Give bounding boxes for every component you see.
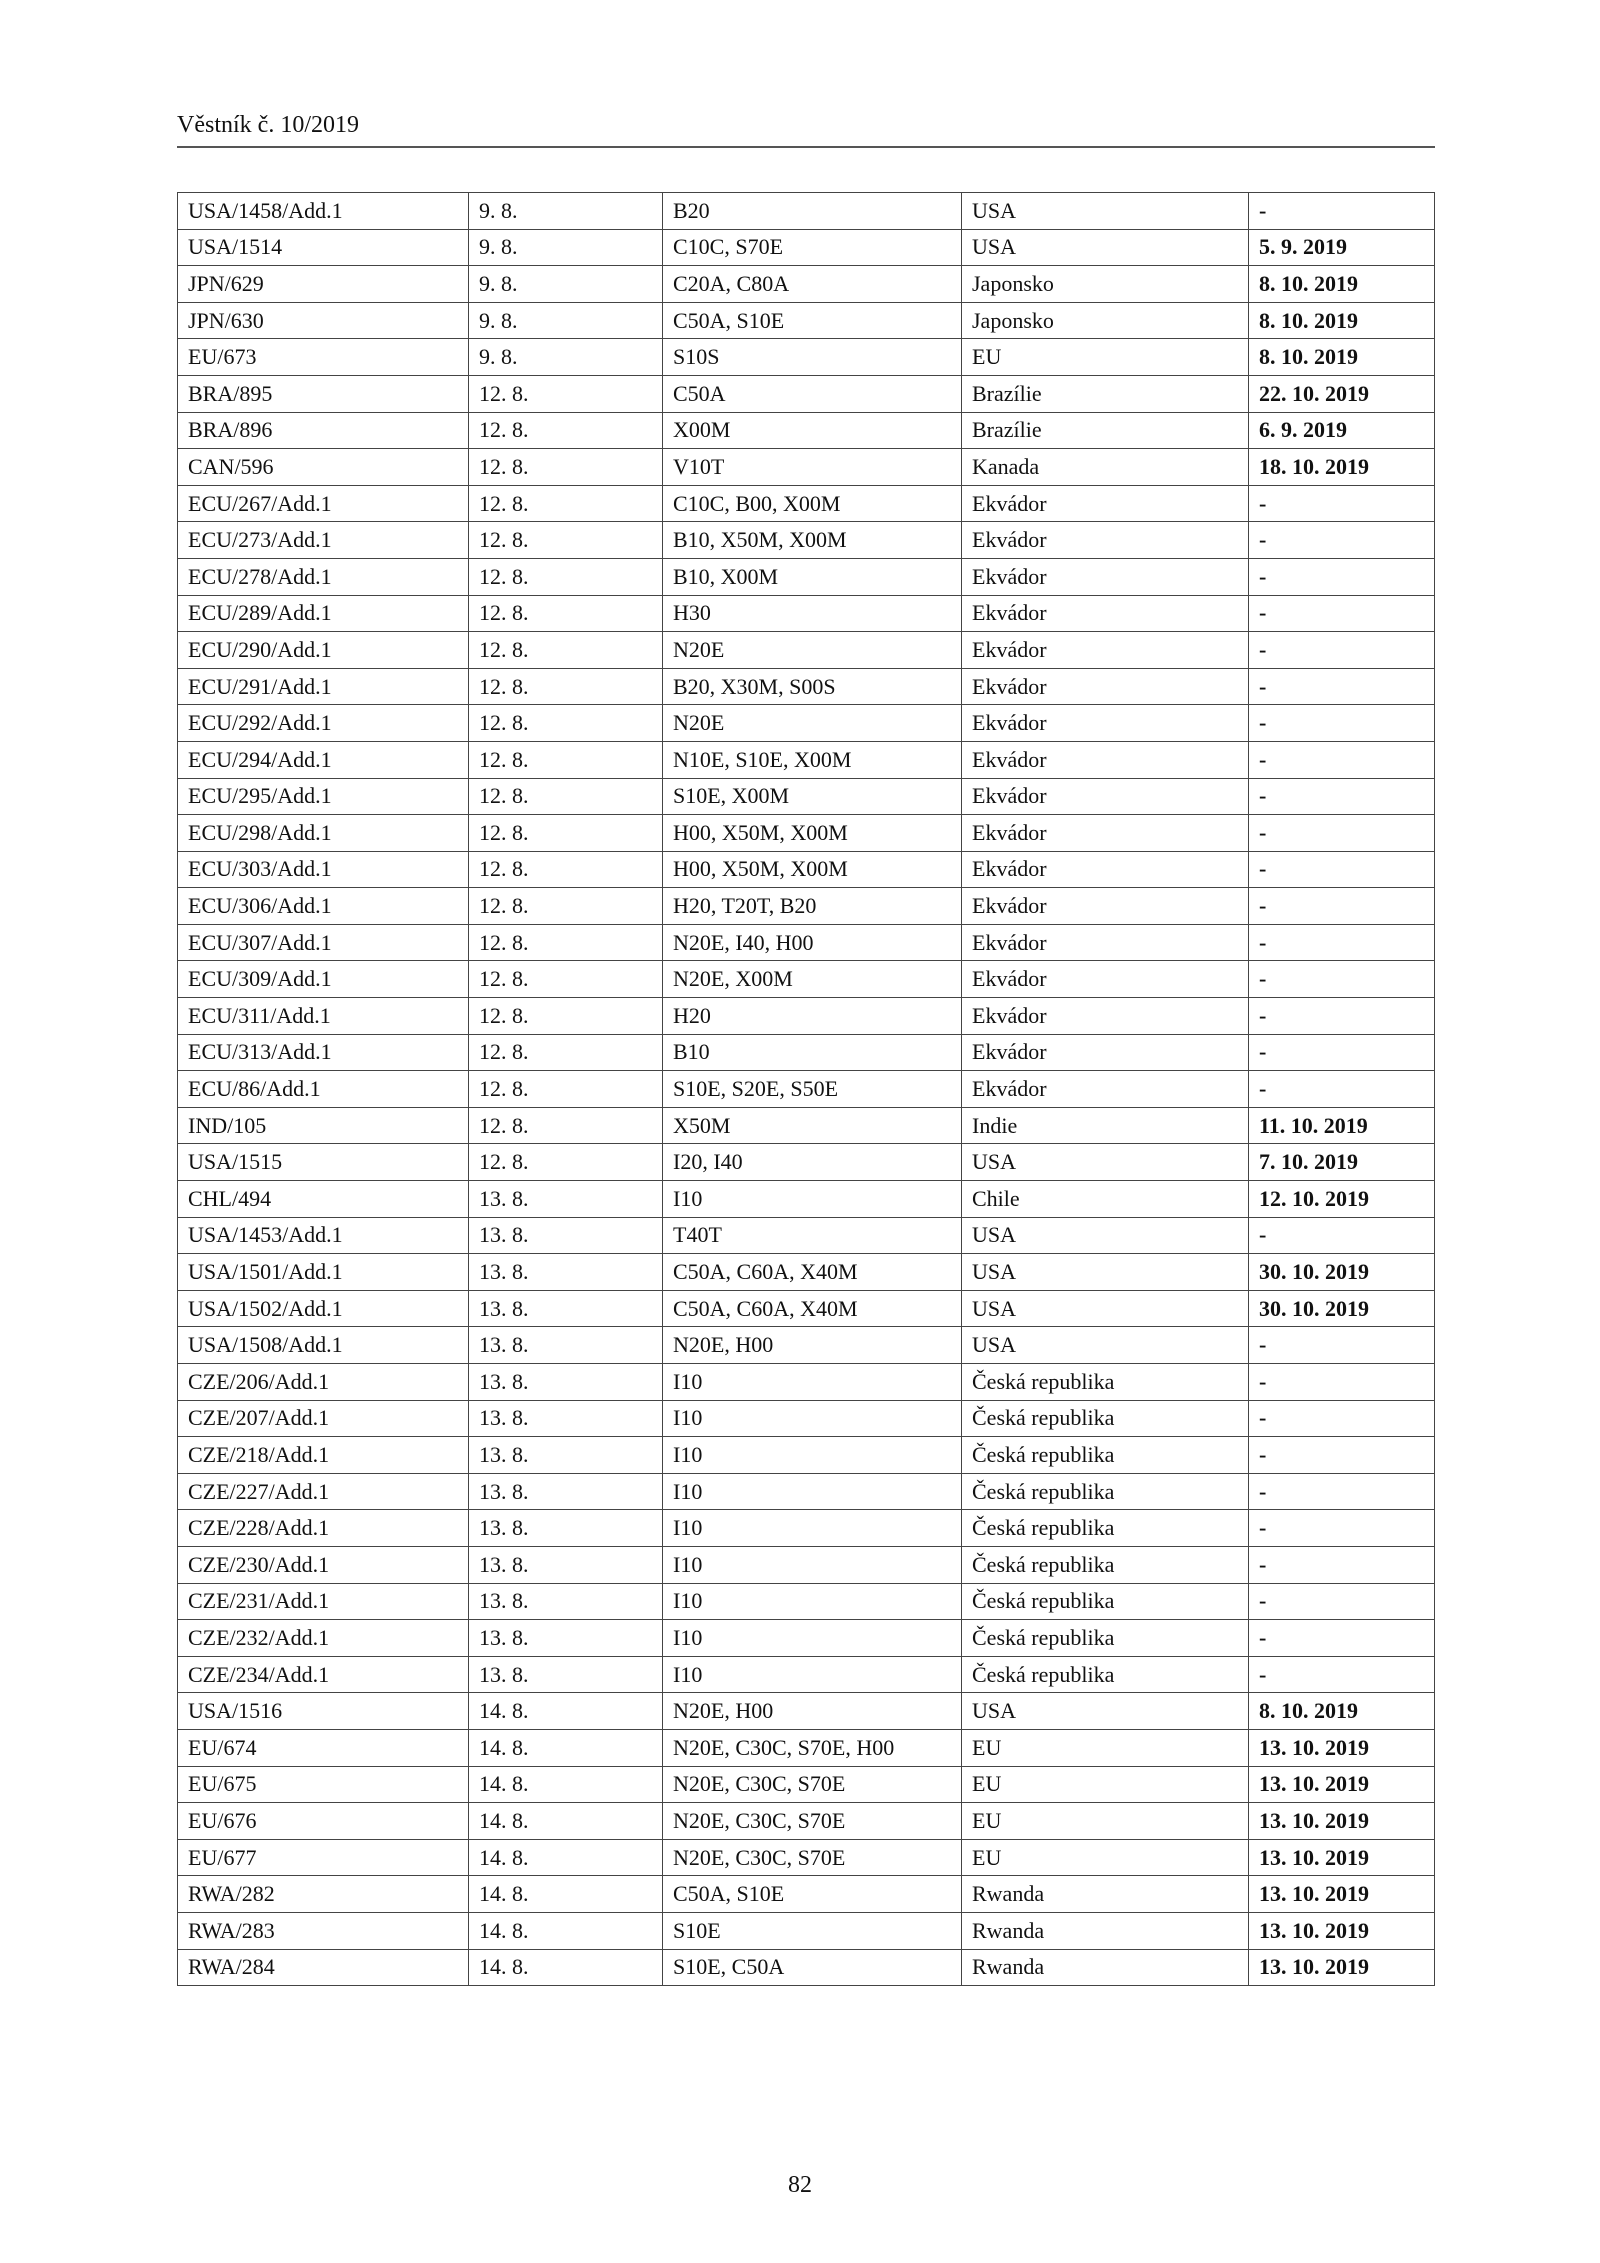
- code-cell: N20E, C30C, S70E: [663, 1839, 962, 1876]
- date-cell: 12. 8.: [469, 851, 663, 888]
- deadline-cell: 13. 10. 2019: [1249, 1912, 1435, 1949]
- deadline-cell: -: [1249, 1217, 1435, 1254]
- table-row: [178, 1181, 1435, 1218]
- country-cell: Ekvádor: [962, 595, 1249, 632]
- code-cell: N20E, C30C, S70E: [663, 1803, 962, 1840]
- country-cell: USA: [962, 229, 1249, 266]
- code-cell: V10T: [663, 449, 962, 486]
- document-id-cell: CHL/494: [178, 1181, 469, 1218]
- table-row: [178, 558, 1435, 595]
- document-id-cell: ECU/267/Add.1: [178, 485, 469, 522]
- country-cell: Ekvádor: [962, 705, 1249, 742]
- table-row: [178, 924, 1435, 961]
- code-cell: S10E, C50A: [663, 1949, 962, 1986]
- country-cell: Chile: [962, 1181, 1249, 1218]
- deadline-cell: -: [1249, 1620, 1435, 1657]
- deadline-cell: 6. 9. 2019: [1249, 412, 1435, 449]
- deadline-cell: -: [1249, 1473, 1435, 1510]
- code-cell: N20E, C30C, S70E, H00: [663, 1729, 962, 1766]
- date-cell: 14. 8.: [469, 1729, 663, 1766]
- table-row: [178, 1949, 1435, 1986]
- date-cell: 12. 8.: [469, 558, 663, 595]
- page-number: 82: [788, 2172, 812, 2198]
- document-id-cell: CAN/596: [178, 449, 469, 486]
- deadline-cell: -: [1249, 522, 1435, 559]
- date-cell: 13. 8.: [469, 1656, 663, 1693]
- country-cell: Rwanda: [962, 1876, 1249, 1913]
- code-cell: H30: [663, 595, 962, 632]
- document-id-cell: IND/105: [178, 1107, 469, 1144]
- document-id-cell: CZE/206/Add.1: [178, 1364, 469, 1401]
- code-cell: C50A, S10E: [663, 302, 962, 339]
- document-id-cell: ECU/273/Add.1: [178, 522, 469, 559]
- country-cell: USA: [962, 193, 1249, 230]
- table-row: [178, 1656, 1435, 1693]
- document-id-cell: ECU/313/Add.1: [178, 1034, 469, 1071]
- document-id-cell: USA/1458/Add.1: [178, 193, 469, 230]
- country-cell: EU: [962, 1839, 1249, 1876]
- table-row: [178, 1400, 1435, 1437]
- date-cell: 14. 8.: [469, 1912, 663, 1949]
- code-cell: B10, X50M, X00M: [663, 522, 962, 559]
- country-cell: Ekvádor: [962, 888, 1249, 925]
- document-id-cell: ECU/290/Add.1: [178, 632, 469, 669]
- date-cell: 12. 8.: [469, 668, 663, 705]
- country-cell: Ekvádor: [962, 668, 1249, 705]
- table-row: [178, 229, 1435, 266]
- country-cell: Ekvádor: [962, 1034, 1249, 1071]
- document-id-cell: JPN/629: [178, 266, 469, 303]
- country-cell: Česká republika: [962, 1364, 1249, 1401]
- code-cell: N20E, H00: [663, 1327, 962, 1364]
- table-row: [178, 888, 1435, 925]
- country-cell: Ekvádor: [962, 558, 1249, 595]
- code-cell: H20, T20T, B20: [663, 888, 962, 925]
- deadline-cell: 30. 10. 2019: [1249, 1290, 1435, 1327]
- date-cell: 12. 8.: [469, 741, 663, 778]
- table-row: [178, 1437, 1435, 1474]
- code-cell: N10E, S10E, X00M: [663, 741, 962, 778]
- code-cell: I10: [663, 1364, 962, 1401]
- table-row: [178, 266, 1435, 303]
- date-cell: 12. 8.: [469, 1071, 663, 1108]
- code-cell: S10E, X00M: [663, 778, 962, 815]
- date-cell: 13. 8.: [469, 1181, 663, 1218]
- deadline-cell: -: [1249, 961, 1435, 998]
- table-row: [178, 1290, 1435, 1327]
- deadline-cell: 5. 9. 2019: [1249, 229, 1435, 266]
- deadline-cell: -: [1249, 1071, 1435, 1108]
- table-row: [178, 595, 1435, 632]
- date-cell: 13. 8.: [469, 1473, 663, 1510]
- date-cell: 13. 8.: [469, 1400, 663, 1437]
- date-cell: 14. 8.: [469, 1693, 663, 1730]
- table-row: [178, 1693, 1435, 1730]
- country-cell: Česká republika: [962, 1583, 1249, 1620]
- code-cell: C50A, C60A, X40M: [663, 1290, 962, 1327]
- deadline-cell: 8. 10. 2019: [1249, 1693, 1435, 1730]
- country-cell: Česká republika: [962, 1620, 1249, 1657]
- deadline-cell: -: [1249, 1510, 1435, 1547]
- date-cell: 12. 8.: [469, 375, 663, 412]
- date-cell: 9. 8.: [469, 229, 663, 266]
- document-id-cell: CZE/234/Add.1: [178, 1656, 469, 1693]
- document-id-cell: CZE/218/Add.1: [178, 1437, 469, 1474]
- table-row: [178, 485, 1435, 522]
- date-cell: 12. 8.: [469, 815, 663, 852]
- table-row: [178, 1217, 1435, 1254]
- country-cell: Indie: [962, 1107, 1249, 1144]
- table-row: [178, 998, 1435, 1035]
- code-cell: C20A, C80A: [663, 266, 962, 303]
- date-cell: 13. 8.: [469, 1217, 663, 1254]
- country-cell: USA: [962, 1290, 1249, 1327]
- country-cell: Kanada: [962, 449, 1249, 486]
- table-row: [178, 705, 1435, 742]
- deadline-cell: -: [1249, 632, 1435, 669]
- country-cell: EU: [962, 1729, 1249, 1766]
- deadline-cell: 13. 10. 2019: [1249, 1729, 1435, 1766]
- table-row: [178, 449, 1435, 486]
- document-id-cell: ECU/289/Add.1: [178, 595, 469, 632]
- table-row: [178, 815, 1435, 852]
- country-cell: EU: [962, 1766, 1249, 1803]
- date-cell: 12. 8.: [469, 485, 663, 522]
- deadline-cell: -: [1249, 705, 1435, 742]
- document-id-cell: CZE/227/Add.1: [178, 1473, 469, 1510]
- document-id-cell: RWA/284: [178, 1949, 469, 1986]
- document-id-cell: EU/674: [178, 1729, 469, 1766]
- country-cell: Ekvádor: [962, 485, 1249, 522]
- document-id-cell: CZE/207/Add.1: [178, 1400, 469, 1437]
- date-cell: 14. 8.: [469, 1766, 663, 1803]
- date-cell: 13. 8.: [469, 1327, 663, 1364]
- country-cell: Ekvádor: [962, 924, 1249, 961]
- document-id-cell: EU/676: [178, 1803, 469, 1840]
- code-cell: I10: [663, 1620, 962, 1657]
- table-row: [178, 1254, 1435, 1291]
- country-cell: Ekvádor: [962, 741, 1249, 778]
- date-cell: 12. 8.: [469, 449, 663, 486]
- date-cell: 14. 8.: [469, 1949, 663, 1986]
- table-row: [178, 1803, 1435, 1840]
- deadline-cell: -: [1249, 1437, 1435, 1474]
- date-cell: 12. 8.: [469, 1107, 663, 1144]
- deadline-cell: 11. 10. 2019: [1249, 1107, 1435, 1144]
- deadline-cell: -: [1249, 1327, 1435, 1364]
- code-cell: C50A: [663, 375, 962, 412]
- date-cell: 13. 8.: [469, 1620, 663, 1657]
- code-cell: T40T: [663, 1217, 962, 1254]
- code-cell: C50A, S10E: [663, 1876, 962, 1913]
- deadline-cell: 30. 10. 2019: [1249, 1254, 1435, 1291]
- document-id-cell: USA/1453/Add.1: [178, 1217, 469, 1254]
- code-cell: N20E, X00M: [663, 961, 962, 998]
- deadline-cell: 13. 10. 2019: [1249, 1839, 1435, 1876]
- table-row: [178, 1473, 1435, 1510]
- document-id-cell: ECU/292/Add.1: [178, 705, 469, 742]
- table-row: [178, 961, 1435, 998]
- document-id-cell: ECU/311/Add.1: [178, 998, 469, 1035]
- date-cell: 13. 8.: [469, 1254, 663, 1291]
- date-cell: 13. 8.: [469, 1583, 663, 1620]
- table-row: [178, 1912, 1435, 1949]
- document-id-cell: JPN/630: [178, 302, 469, 339]
- country-cell: USA: [962, 1254, 1249, 1291]
- table-row: [178, 1876, 1435, 1913]
- country-cell: Česká republika: [962, 1400, 1249, 1437]
- table-row: [178, 1510, 1435, 1547]
- code-cell: N20E, C30C, S70E: [663, 1766, 962, 1803]
- document-id-cell: ECU/309/Add.1: [178, 961, 469, 998]
- deadline-cell: 8. 10. 2019: [1249, 302, 1435, 339]
- deadline-cell: -: [1249, 193, 1435, 230]
- document-id-cell: ECU/278/Add.1: [178, 558, 469, 595]
- deadline-cell: 7. 10. 2019: [1249, 1144, 1435, 1181]
- document-id-cell: ECU/303/Add.1: [178, 851, 469, 888]
- deadline-cell: -: [1249, 595, 1435, 632]
- date-cell: 9. 8.: [469, 302, 663, 339]
- table-row: [178, 778, 1435, 815]
- table-row: [178, 632, 1435, 669]
- code-cell: C50A, C60A, X40M: [663, 1254, 962, 1291]
- table-row: [178, 1620, 1435, 1657]
- table-row: [178, 1839, 1435, 1876]
- table-row: [178, 1729, 1435, 1766]
- document-id-cell: ECU/294/Add.1: [178, 741, 469, 778]
- code-cell: C10C, S70E: [663, 229, 962, 266]
- code-cell: N20E: [663, 632, 962, 669]
- country-cell: Rwanda: [962, 1912, 1249, 1949]
- code-cell: H20: [663, 998, 962, 1035]
- document-id-cell: ECU/291/Add.1: [178, 668, 469, 705]
- deadline-cell: -: [1249, 998, 1435, 1035]
- code-cell: H00, X50M, X00M: [663, 851, 962, 888]
- code-cell: S10E, S20E, S50E: [663, 1071, 962, 1108]
- document-id-cell: CZE/232/Add.1: [178, 1620, 469, 1657]
- table-row: [178, 1107, 1435, 1144]
- deadline-cell: -: [1249, 1546, 1435, 1583]
- country-cell: Česká republika: [962, 1546, 1249, 1583]
- deadline-cell: -: [1249, 668, 1435, 705]
- table-row: [178, 1071, 1435, 1108]
- country-cell: Rwanda: [962, 1949, 1249, 1986]
- document-id-cell: ECU/295/Add.1: [178, 778, 469, 815]
- document-id-cell: USA/1516: [178, 1693, 469, 1730]
- code-cell: I10: [663, 1510, 962, 1547]
- country-cell: Ekvádor: [962, 998, 1249, 1035]
- date-cell: 14. 8.: [469, 1839, 663, 1876]
- deadline-cell: -: [1249, 1034, 1435, 1071]
- date-cell: 14. 8.: [469, 1803, 663, 1840]
- date-cell: 13. 8.: [469, 1290, 663, 1327]
- date-cell: 13. 8.: [469, 1437, 663, 1474]
- table-row: [178, 522, 1435, 559]
- date-cell: 12. 8.: [469, 998, 663, 1035]
- deadline-cell: -: [1249, 741, 1435, 778]
- code-cell: B20: [663, 193, 962, 230]
- date-cell: 9. 8.: [469, 266, 663, 303]
- deadline-cell: -: [1249, 1364, 1435, 1401]
- code-cell: B10, X00M: [663, 558, 962, 595]
- date-cell: 12. 8.: [469, 924, 663, 961]
- table-row: [178, 1327, 1435, 1364]
- table-row: [178, 193, 1435, 230]
- date-cell: 12. 8.: [469, 888, 663, 925]
- table-row: [178, 1144, 1435, 1181]
- country-cell: Brazílie: [962, 375, 1249, 412]
- country-cell: EU: [962, 1803, 1249, 1840]
- notifications-table: [177, 192, 1435, 1986]
- table-row: [178, 1034, 1435, 1071]
- country-cell: Ekvádor: [962, 632, 1249, 669]
- country-cell: USA: [962, 1327, 1249, 1364]
- deadline-cell: -: [1249, 888, 1435, 925]
- country-cell: Česká republika: [962, 1473, 1249, 1510]
- date-cell: 12. 8.: [469, 632, 663, 669]
- code-cell: H00, X50M, X00M: [663, 815, 962, 852]
- date-cell: 12. 8.: [469, 412, 663, 449]
- document-id-cell: RWA/283: [178, 1912, 469, 1949]
- deadline-cell: -: [1249, 1583, 1435, 1620]
- date-cell: 12. 8.: [469, 705, 663, 742]
- document-id-cell: USA/1501/Add.1: [178, 1254, 469, 1291]
- deadline-cell: -: [1249, 815, 1435, 852]
- code-cell: S10S: [663, 339, 962, 376]
- code-cell: I10: [663, 1656, 962, 1693]
- code-cell: I10: [663, 1473, 962, 1510]
- deadline-cell: -: [1249, 778, 1435, 815]
- date-cell: 14. 8.: [469, 1876, 663, 1913]
- deadline-cell: 13. 10. 2019: [1249, 1949, 1435, 1986]
- deadline-cell: 13. 10. 2019: [1249, 1803, 1435, 1840]
- document-id-cell: USA/1514: [178, 229, 469, 266]
- code-cell: I10: [663, 1583, 962, 1620]
- document-id-cell: BRA/895: [178, 375, 469, 412]
- deadline-cell: 8. 10. 2019: [1249, 266, 1435, 303]
- country-cell: Brazílie: [962, 412, 1249, 449]
- date-cell: 12. 8.: [469, 961, 663, 998]
- deadline-cell: -: [1249, 1656, 1435, 1693]
- code-cell: B20, X30M, S00S: [663, 668, 962, 705]
- document-id-cell: EU/675: [178, 1766, 469, 1803]
- table-row: [178, 1546, 1435, 1583]
- date-cell: 12. 8.: [469, 778, 663, 815]
- table-row: [178, 302, 1435, 339]
- date-cell: 13. 8.: [469, 1546, 663, 1583]
- date-cell: 12. 8.: [469, 1144, 663, 1181]
- country-cell: Ekvádor: [962, 1071, 1249, 1108]
- code-cell: I10: [663, 1437, 962, 1474]
- country-cell: Ekvádor: [962, 815, 1249, 852]
- deadline-cell: 8. 10. 2019: [1249, 339, 1435, 376]
- document-id-cell: ECU/306/Add.1: [178, 888, 469, 925]
- document-id-cell: RWA/282: [178, 1876, 469, 1913]
- code-cell: N20E, I40, H00: [663, 924, 962, 961]
- country-cell: Japonsko: [962, 302, 1249, 339]
- document-id-cell: CZE/228/Add.1: [178, 1510, 469, 1547]
- document-id-cell: USA/1502/Add.1: [178, 1290, 469, 1327]
- document-id-cell: EU/677: [178, 1839, 469, 1876]
- date-cell: 9. 8.: [469, 339, 663, 376]
- document-id-cell: CZE/231/Add.1: [178, 1583, 469, 1620]
- table-row: [178, 741, 1435, 778]
- country-cell: Ekvádor: [962, 961, 1249, 998]
- document-id-cell: ECU/86/Add.1: [178, 1071, 469, 1108]
- document-id-cell: ECU/298/Add.1: [178, 815, 469, 852]
- date-cell: 12. 8.: [469, 522, 663, 559]
- code-cell: X00M: [663, 412, 962, 449]
- country-cell: Česká republika: [962, 1656, 1249, 1693]
- country-cell: USA: [962, 1693, 1249, 1730]
- deadline-cell: 12. 10. 2019: [1249, 1181, 1435, 1218]
- table-row: [178, 1583, 1435, 1620]
- country-cell: USA: [962, 1217, 1249, 1254]
- document-id-cell: ECU/307/Add.1: [178, 924, 469, 961]
- page-header-title: Věstník č. 10/2019: [177, 112, 359, 138]
- deadline-cell: -: [1249, 558, 1435, 595]
- code-cell: I10: [663, 1181, 962, 1218]
- date-cell: 13. 8.: [469, 1364, 663, 1401]
- code-cell: B10: [663, 1034, 962, 1071]
- country-cell: EU: [962, 339, 1249, 376]
- deadline-cell: -: [1249, 851, 1435, 888]
- table-row: [178, 851, 1435, 888]
- deadline-cell: -: [1249, 924, 1435, 961]
- document-id-cell: USA/1508/Add.1: [178, 1327, 469, 1364]
- document-id-cell: USA/1515: [178, 1144, 469, 1181]
- code-cell: I20, I40: [663, 1144, 962, 1181]
- code-cell: C10C, B00, X00M: [663, 485, 962, 522]
- date-cell: 12. 8.: [469, 595, 663, 632]
- header-divider: [177, 146, 1435, 148]
- table-row: [178, 412, 1435, 449]
- code-cell: I10: [663, 1546, 962, 1583]
- deadline-cell: 13. 10. 2019: [1249, 1876, 1435, 1913]
- document-id-cell: EU/673: [178, 339, 469, 376]
- deadline-cell: 22. 10. 2019: [1249, 375, 1435, 412]
- date-cell: 13. 8.: [469, 1510, 663, 1547]
- document-id-cell: CZE/230/Add.1: [178, 1546, 469, 1583]
- country-cell: Ekvádor: [962, 522, 1249, 559]
- table-row: [178, 1766, 1435, 1803]
- date-cell: 9. 8.: [469, 193, 663, 230]
- country-cell: Česká republika: [962, 1437, 1249, 1474]
- country-cell: USA: [962, 1144, 1249, 1181]
- code-cell: N20E, H00: [663, 1693, 962, 1730]
- code-cell: I10: [663, 1400, 962, 1437]
- table-row: [178, 375, 1435, 412]
- code-cell: S10E: [663, 1912, 962, 1949]
- table-row: [178, 339, 1435, 376]
- table-row: [178, 668, 1435, 705]
- deadline-cell: 13. 10. 2019: [1249, 1766, 1435, 1803]
- country-cell: Česká republika: [962, 1510, 1249, 1547]
- deadline-cell: -: [1249, 485, 1435, 522]
- country-cell: Japonsko: [962, 266, 1249, 303]
- table-row: [178, 1364, 1435, 1401]
- deadline-cell: -: [1249, 1400, 1435, 1437]
- code-cell: X50M: [663, 1107, 962, 1144]
- country-cell: Ekvádor: [962, 851, 1249, 888]
- date-cell: 12. 8.: [469, 1034, 663, 1071]
- document-id-cell: BRA/896: [178, 412, 469, 449]
- deadline-cell: 18. 10. 2019: [1249, 449, 1435, 486]
- code-cell: N20E: [663, 705, 962, 742]
- country-cell: Ekvádor: [962, 778, 1249, 815]
